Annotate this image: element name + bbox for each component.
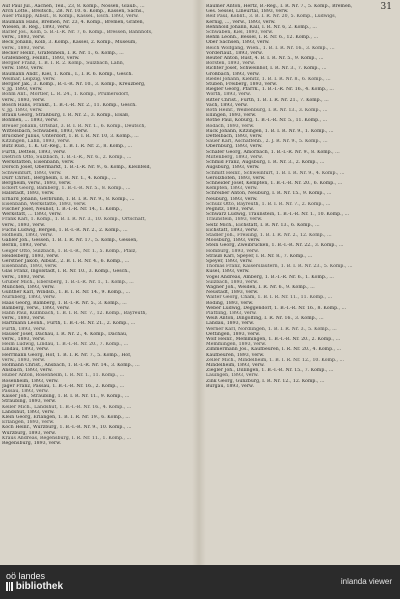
register-entry: verw. 1893, verw.: [2, 66, 44, 72]
register-entry: Wagner Joh., Weiden, I. R. Nr. 6., 9. Komp., ...: [206, 284, 315, 290]
register-entry: Memmingen, 1893, verw.: [206, 342, 267, 348]
register-entry: Würzburg, 1893, verw.: [2, 430, 57, 436]
register-entry: Heim Ludwig, Lindau, 1. B.-I.-R. Nr. 20., 7. Komp., ...: [2, 342, 129, 348]
register-entry: Hofmann Christ., Ansbach, 1. B.-I.-R. Nr. 14., 3. Komp., ...: [2, 363, 140, 369]
register-entry: Eckert Georg, Bamberg, 1. B.-I.-R. Nr. 5., 8. Komp., ...: [2, 186, 131, 192]
register-entry: Auer Philipp, Albsit., 8. Komp., Kassel., Esch. 1893, verw.: [2, 14, 139, 20]
register-entry: Großbach, 1893, verw.: [206, 71, 260, 77]
register-entry: Bamberg, verw., 1893, verw.: [2, 305, 70, 311]
register-entry: Haas Georg, Bamberg, 1. B.-I.-R. Nr. 5., 3. Komp., ...: [2, 300, 127, 306]
register-entry: Homburg, 1893, verw.: [206, 248, 260, 254]
register-entry: Moosburg, 1893, verw.: [206, 238, 261, 244]
register-entry: Ziegler Joh., Dillingen, 1. B.-I.-R. Nr. 15., 7. Komp., ...: [206, 368, 334, 374]
register-entry: Ges. Sessel, Lineurtal, 1893, verw.: [206, 9, 289, 15]
register-entry: v. Jg. 1893, verw.: [2, 87, 43, 93]
register-entry: Rothe Paul, Koburg, 1. B.-I.-R. Nr. 5., 11. Komp., ...: [206, 118, 328, 124]
register-entry: Schmid Franz, Augsburg, I. R. Nr. 3., 2. Komp., ...: [206, 160, 325, 166]
register-entry: Landau, 1893, verw.: [206, 321, 255, 327]
register-entry: Werner Karl, Nördlingen, 1. B. I. R. Nr. 3., 5. Komp., ...: [206, 326, 337, 332]
register-entry: Miltenberg, 1893, verw.: [206, 154, 263, 160]
register-entry: Berlin, 1893, verw.: [2, 243, 48, 249]
register-entry: Sauer Karl, Aschaffenb., 2. J. R. Nr. 9., 5. Komp., ...: [206, 139, 328, 145]
register-entry: Erlangen, 1893, verw.: [2, 420, 55, 426]
register-entry: Straubing, 1893, verw.: [2, 399, 57, 405]
register-entry: Werkstatt, ... 1893, verw.: [2, 212, 62, 218]
register-entry: Reif Paul, Koblit., 3. B. I. R. Nr. 20, 5. Komp., Ludwigs,: [206, 14, 337, 20]
register-entry: Hartmann Leonh., Fürth, 1. B.-I.-R. Nr. 21., 2. Komp., ...: [2, 321, 136, 327]
register-entry: Wiesen, B. Reg., 1893, verw.: [2, 24, 70, 30]
register-entry: Vogel Andreas, Amberg, 1. B.-I.-R. Nr. 6., 1. Komp., ...: [206, 274, 334, 280]
register-entry: Hauser Josef, Dachau, I. R. Nr. 2., 4. Komp., Dachau,: [2, 331, 128, 337]
register-entry: Kempten, 1893, verw.: [206, 186, 258, 192]
register-entry: Kaufbeuren, 1893, verw.: [206, 352, 265, 358]
register-entry: verw., 1893, verw.: [2, 337, 46, 342]
register-entry: Rodach, 1893, verw.: [206, 123, 255, 129]
register-entry: Schäfer Georg, Amorbach, 1. B.-I.-R. Nr. 9., 8. Komp., ...: [206, 149, 340, 155]
register-entry: Bergler Jak., 3. Komp., B.-I.-R. Nr. 10., 3. Komp., Kreuzberg,: [2, 82, 146, 88]
register-entry: Fürth, Dettels, 1893, verw.: [2, 149, 66, 155]
register-entry: Schulz Otto, Bayreuth, 1. B. I. R. Nr. 7., 2. Komp., ...: [206, 201, 331, 207]
register-entry: Fuchs Ludwig, Bergen, 1. B.-I.-R. Nr. 2., 2. Komp., ...: [2, 227, 128, 233]
register-entry: Hahn Paul, Kulmbach, 1. B. I. R. Nr. 7., 12. Komp., Bayreuth,: [2, 310, 147, 316]
logo-line1: oö landes: [6, 571, 46, 581]
register-entry: Klein Georg, Erlangen, 1. B. I. R. Nr. 19., 6. Komp., ...: [2, 415, 130, 421]
register-entry: Gerstner Jakob, Albsat., 2. B. I. R. Nr. 4., 6. Komp., ...: [2, 258, 130, 264]
register-entry: Strauß Karl, Speyer, I. R. Nr. 8., 7. Komp., ...: [206, 253, 313, 259]
register-entry: Raumer Anton, Hertz, B.-Reg., I. R. Nr. 7., 5. Komp., Bremen,: [206, 4, 353, 9]
register-entry: Bruckner Julius, Unterdorf, 1. B. I. R. Nr. 10, 3. Komp., ...: [2, 134, 139, 140]
register-entry: Zimmermann Jos., Kaufbeuren, I. R. Nr. 20., 4. Komp., ...: [206, 347, 342, 353]
register-entry: Vorderlauf., 1893, verw.: [206, 50, 263, 56]
register-entry: Grafenberg, Feinnt., 1893, verw.: [2, 56, 80, 62]
register-entry: Nürnberg, 1893, verw.: [2, 295, 56, 301]
register-entry: Zink Georg, Günzburg, I. R. Nr. 12., 12. Komp., ...: [206, 378, 325, 384]
register-entry: München, 1893, verw.: [2, 284, 55, 290]
register-entry: Wörth, 1893, verw.: [206, 92, 251, 98]
logo-line2: bibliothek: [15, 581, 64, 592]
register-entry: Wittelsbach, Schwaben, 1893, verw.: [2, 128, 89, 134]
register-entry: Herrmann Georg, Hof, 1. B. I. R. Nr. 7., 5. Komp., Hof,: [2, 352, 132, 358]
register-entry: Augsburg, 1893, verw.: [206, 165, 260, 171]
register-entry: Roding, 1893, verw.: [206, 300, 254, 306]
register-entry: Riegler Georg, Pfarrk., 1. B.-I.-R. Nr. 16., 4. Komp., ...: [206, 87, 334, 93]
register-entry: Stadler Joh., Freising, 1. B. I. R. Nr. 2., 12. Komp., ...: [206, 232, 332, 238]
register-entry: Huber Anton, Rosenheim, I. R. Nr. 1., 11. Komp., ...: [2, 373, 125, 379]
register-entry: Landshut, 1893, verw.: [2, 409, 55, 415]
register-entry: Butz Rud., 1. K. Gr.-Reg., 1. B. I. R. Nr. 2., 8. Komp., ...: [2, 144, 133, 150]
register-entry: Pegnitz, 1893, verw.: [206, 206, 255, 212]
register-entry: Bosch Hans, Frankf., 1. B.-I.-R. Nr. 2., 11. Komp., Gesch.: [2, 102, 137, 108]
register-entry: Borsten, 1893, verw.: [206, 61, 256, 67]
register-entry: Baumann Hans, Bremen, Nr. 23, 4. Komp., Bremen, Grafen,: [2, 19, 145, 25]
register-entry: Vach, 1893, verw.: [206, 102, 248, 108]
page-number: 31: [380, 2, 392, 12]
register-entry: Fürth, 1893, verw.: [2, 326, 46, 332]
register-entry: Jäger Franz, Passau, 1. B.-I.-R. Nr. 16., 2. Komp., ...: [2, 383, 125, 389]
register-entry: Weiß Anton, Dingolfing, I. R. Nr. 16., 3. Komp., ...: [206, 316, 324, 322]
register-entry: Weber Ludwig, Deggendorf, 1. B.-I.-R. Nr. 16., 8. Komp., ...: [206, 305, 347, 311]
register-entry: Auf Paul Jul., Aachen, Teil., 23, 8. Komp., Nossen, Glaub., ...: [2, 4, 145, 9]
register-entry: verw., 1893, verw.: [2, 316, 46, 322]
register-entry: Ansbach, 1893, verw.: [2, 368, 53, 374]
register-entry: verw., 1893, verw.: [2, 357, 46, 363]
register-entry: Gabler Joh., Gessen, 1. B. I. R. Nr. 17., 5. Komp., Gessen,: [2, 238, 138, 244]
register-entry: Braun Georg, Straßburg, I. R. Nr. 2., 3. Komp., Elsaß,: [2, 113, 130, 119]
register-entry: Speyer, 1893, verw.: [206, 258, 253, 264]
register-entry: Oettingen, 1893, verw.: [206, 331, 261, 337]
register-entry: Neustadt, 1893, verw.: [206, 290, 259, 296]
register-entry: Richter Josef, Schweinhof, I. R. Nr. 3., 7. Komp., ...: [206, 66, 327, 72]
register-entry: Lindau, 1893, verw.: [2, 347, 49, 353]
register-entry: Heidelberg, 1893, verw.: [2, 253, 60, 259]
register-entry: Glas Franz, Ingolstadt, I. R. Nr. 10., 3. Komp., Gesch.,: [2, 269, 131, 275]
register-entry: verw., 1893, verw.: [2, 274, 46, 280]
register-entry: Dettelbach, 1893, verw.: [206, 134, 263, 140]
register-entry: Ober Sachsen, 1893, verw.: [206, 40, 270, 46]
register-entry: Koch Heinr., Würzburg, 1. B.-I.-R. Nr. 9., 10. Komp., ...: [2, 425, 132, 431]
register-entry: Fischer Josef, Neuhof, 1. B.-I.-R. Nr. 14., 1. Komp.,: [2, 206, 123, 212]
register-entry: Dürr Christ., Bergheim, I. R. Nr. 1., 4. Komp., ...: [2, 175, 117, 181]
viewer-brand-label: inlanda viewer: [340, 577, 392, 586]
bars-icon: [6, 582, 13, 591]
register-entry: Schreiber Anton, Neuburg, I. R. Nr. 15., 9. Komp., ...: [206, 191, 332, 197]
register-entry: Kernig, ..., verw., 1893, verw.: [206, 19, 276, 25]
register-entry: Baumann Andr., Kiel, 1. Kom., I., I. R. 6. Komp., Gesch.: [2, 71, 133, 77]
register-entry: Günther Karl, Windsb., 1. B. I. R. Nr. 14., 9. Komp., ...: [2, 290, 131, 296]
register-entry: verw., 1893, verw.: [2, 35, 46, 41]
register-entry: Eichstätt, 1893, verw.: [206, 227, 258, 233]
register-entry: Schmitt Heinr., Schweinfurt, 1. B. I. R. Nr. 9., 4. Komp., ...: [206, 170, 345, 176]
register-entry: Wolf Heinr., Memmingen, 1. B.-I.-R. Nr. 20., 2. Komp., ...: [206, 337, 341, 342]
register-entry: Rehm Leonh., Bessel, I. R. Nr. 6., 12. Komp., ...: [206, 35, 319, 41]
register-entry: Riedel Johann, Kienitz, 1. B. I. R. Nr. 8., 6. Komp., ...: [206, 76, 331, 82]
register-entry: Lauingen, 1893, verw.: [206, 373, 259, 379]
viewer-footer: [0, 565, 400, 599]
register-entry: Stuben, Freiberg, 1893, verw.: [206, 82, 278, 88]
register-entry: Hallstadt, 1893, verw.: [2, 191, 55, 197]
register-entry: Eisenbahn, 1893, verw.: [2, 264, 58, 270]
register-entry: Obernburg, 1893, verw.: [206, 144, 263, 150]
register-entry: Schneider Josef, Kempten, 1. B.-I.-R. Nr. 20., 6. Komp., ...: [206, 180, 343, 186]
register-entry: Traunstein, 1893, verw.: [206, 217, 263, 223]
register-entry: Böhm Ant., Mortler, L. R. 24., 1. Komp., Prümersdorf,: [2, 92, 130, 98]
register-entry: Ellingen, 1893, verw.: [206, 113, 257, 119]
register-entry: Becker Heinr., Gräfenhein, I. R. Nr. 1., 6. Komp., ...: [2, 50, 124, 56]
register-entry: Kusel, 1893, verw.: [206, 269, 250, 275]
register-entry: verw., 1893, verw.: [2, 45, 46, 51]
register-entry: Plattling, 1893, verw.: [206, 310, 257, 316]
register-entry: Rehnhold Johann, Kall, I. R. Nr. 6, 2. Komp., ...: [206, 24, 317, 30]
register-entry: Keller Mich., Landshut, 1. B.-I.-R. Nr. 16., 4. Komp., ...: [2, 404, 132, 410]
register-entry: Bergheim, verw., 1893, verw.: [2, 180, 72, 186]
register-entry: Schweinfurt, 1893, verw.: [2, 170, 62, 176]
register-entry: Neuburg, 1893, verw.: [206, 196, 258, 202]
register-entry: Sulzbach, 1893, verw.: [206, 279, 259, 285]
register-entry: Geiger Otto, Sulzbach, 1. B.-I.-R., Nr. 1., 5. Komp., Pfalz,: [2, 248, 137, 254]
left-column: [2, 4, 188, 446]
register-entry: Dorsch Josef, Obermarkt, 1. B.-I.-R. Nr. 9., 6. Komp., Kleinfeld,: [2, 165, 152, 171]
library-logo[interactable]: [6, 571, 63, 592]
register-entry: Eisenbahn, Werkstätte, 1893, verw.: [2, 201, 87, 207]
register-entry: Hofheim, 1893, verw.: [2, 232, 53, 238]
register-entry: Breuer Johann, Ortshat, 3. B. I. R. Nr. 1., 6. Komp., Deutsch,: [2, 123, 146, 129]
register-entry: Gruber Mich., Ebersberg, 1. B.-I.-R. Nr. 1., 1. Komp., ...: [2, 279, 134, 285]
register-entry: Reuter Anton, Rust, 4. B. I. R. Nr. 5., 9. Komp., ...: [206, 56, 324, 62]
register-entry: Erhard Johann, Gerbrunn, 1. B. I. R. Nr. 9., 8. Komp., ...: [2, 196, 135, 202]
register-entry: Schwaben, Kiel, 1893, verw.: [206, 30, 274, 36]
register-entry: Böhmen, ... 1893, verw.: [2, 118, 59, 124]
register-entry: Roth Heinr., Weißenburg, I. R. Nr. 13., 3. Komp., ...: [206, 108, 328, 114]
register-entry: Werkstätten, Eisenbahn, verw.: [2, 160, 75, 166]
register-entry: Dietrich Otto, Sulzbach, 1. B.-I.-R., Nr. 6., 2. Komp., ...: [2, 154, 132, 160]
register-entry: Kraus Andreas, Regensburg, I. R. Nr. 11., 1. Komp., ...: [2, 435, 132, 441]
register-entry: Zeller Mich., Mindelheim, 1. B. I. R. Nr. 12., 10. Komp., ...: [206, 357, 345, 363]
register-entry: Stein Georg, Zweibrücken, 1. B.-I.-R. Nr. 22., 3. Komp., ...: [206, 243, 344, 249]
register-entry: Bergler Franz, 1. B. I. R. 2. Komp., Sulzbach, Lahn,: [2, 61, 125, 67]
register-entry: Rosenheim, 1893, verw.: [2, 378, 59, 384]
register-entry: Frank Karl, 1. Komp., 1. B. I. R. Nr. 3., 10. Komp., Ortschaft,: [2, 217, 146, 223]
register-entry: Passau, 1893, verw.: [2, 389, 49, 395]
register-entry: Seitz Mich., Eichstätt, I. R. Nr. 13., 6. Komp., ...: [206, 222, 320, 228]
register-entry: Beck Johann, Kolb, 3. Komp., Kassel, 2. Komp., Museum,: [2, 40, 137, 46]
register-entry: Weimar, Leipzig, verw.: [2, 76, 56, 82]
register-entry: Bärler Jos., Köln, 5. B.-I.-R. Nr. 7, 6. Komp., Bressen, Bahnhofs,: [2, 30, 153, 36]
register-entry: Arch Lotte., Breitsch., 2B. Nr. 10. 6. Komp., Kässen, Sachs.,: [2, 9, 145, 15]
right-column: [206, 4, 392, 389]
register-entry: Kitzingen, Lahn, 1893, verw.: [2, 139, 71, 145]
register-entry: Rück Johann, Kitzingen, 1. B. I. R. Nr. 9., 1. Komp., ...: [206, 128, 334, 134]
register-entry: Reich Wolfgang, Wien., 1. B. I. R. Nr. 16., 3. Komp., ...: [206, 45, 335, 51]
register-entry: Thomas Franz, Kaiserslautern, 1. B. I. R. Nr. 23., 5. Komp., ...: [206, 264, 353, 270]
register-entry: Walter Georg, Cham, 1. B. I. R. Nr. 11., 11. Komp., ...: [206, 295, 333, 301]
page-gutter: [192, 0, 206, 565]
register-entry: Regensburg, 1893, verw.: [2, 441, 62, 447]
register-entry: verw., 1893, verw.: [2, 97, 46, 103]
register-entry: Mindelheim, 1893, verw.: [206, 363, 265, 369]
register-entry: Burgau, 1893, verw.: [206, 383, 255, 389]
register-entry: v. Jg. 1893, verw.: [2, 108, 43, 114]
register-entry: Schwarz Ludwig, Traunstein, 1. B.-I.-R. Nr. 1., 10. Komp., ...: [206, 212, 350, 218]
register-entry: Gerolzhofen, 1893, verw.: [206, 175, 266, 181]
register-entry: verw., 1893, verw.: [2, 222, 46, 228]
register-entry: Ritter Christ., Fürth, 1. B. I. R. Nr. 21., 7. Komp., ...: [206, 97, 329, 103]
register-entry: Kaiser Joh., Straubing, 1. B. I. R. Nr. 11., 9. Komp., ...: [2, 394, 130, 400]
